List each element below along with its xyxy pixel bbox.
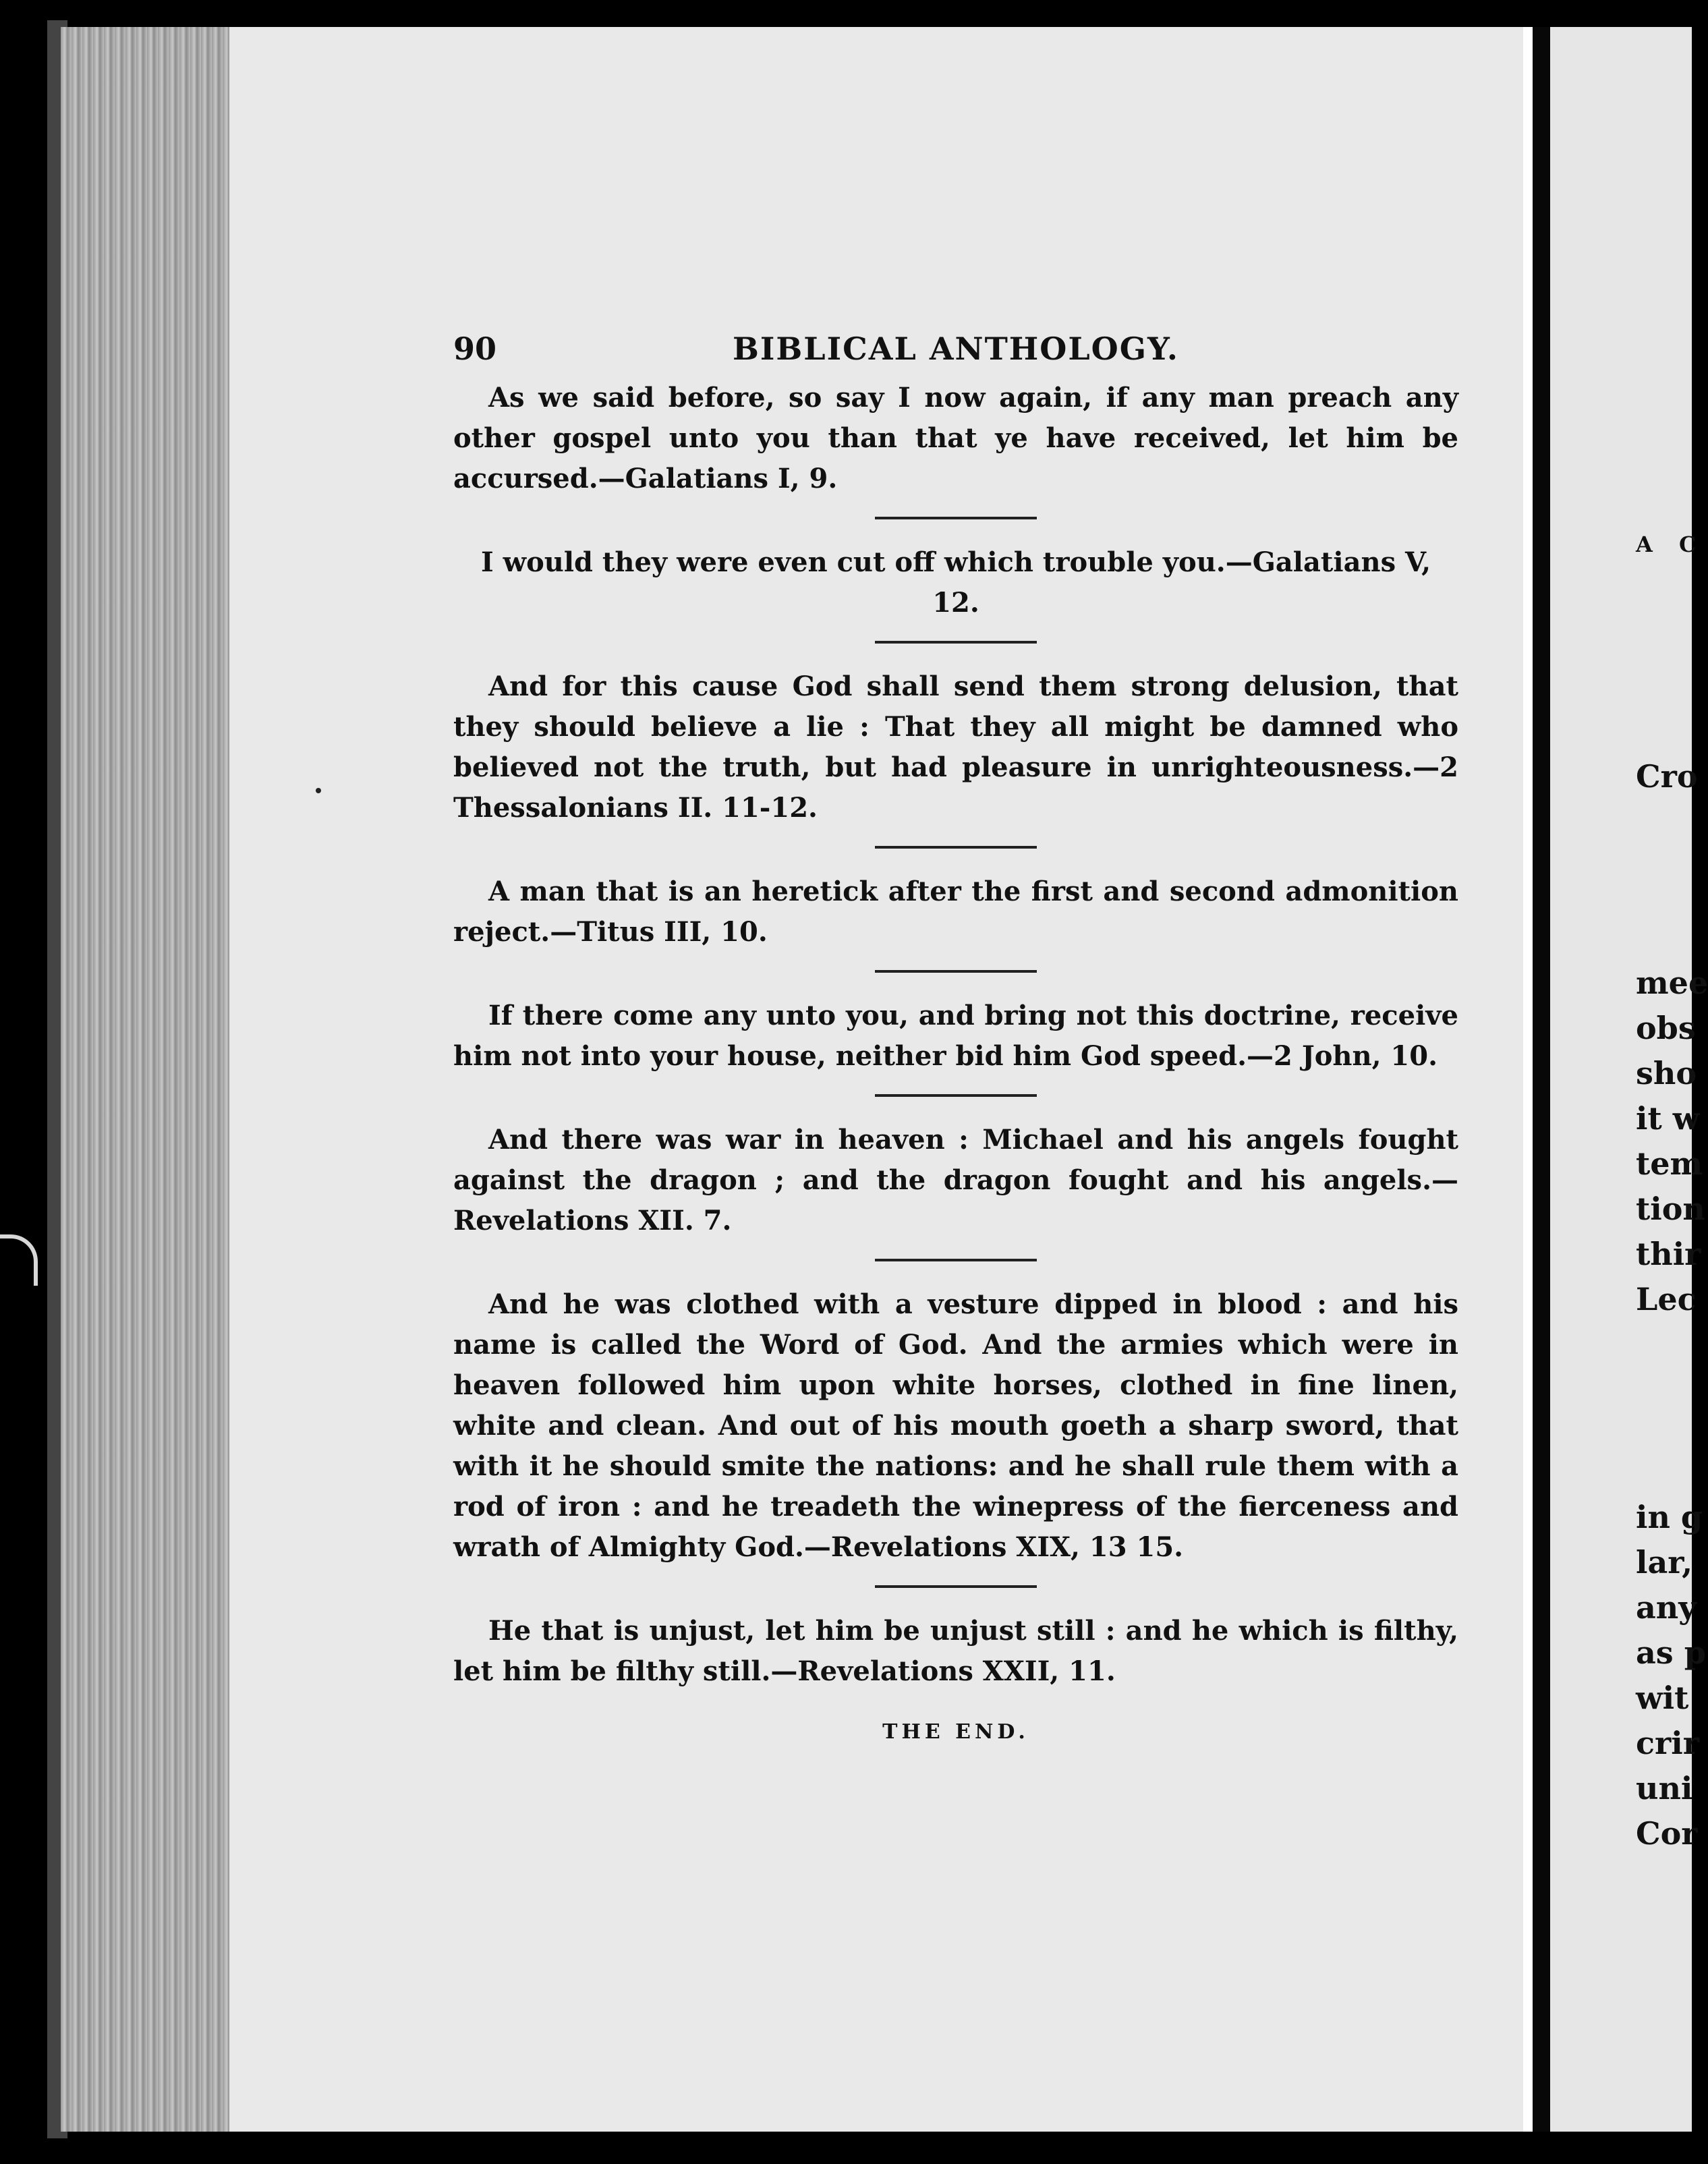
separator-rule xyxy=(875,1259,1037,1261)
margin-speck xyxy=(316,788,321,793)
the-end: THE END. xyxy=(882,1720,1029,1744)
entry-galatians-5: I would they were even cut off which trouble you.—Galatians V, 12. xyxy=(481,546,1431,619)
facing-line-fragment: tion xyxy=(1636,1191,1705,1227)
separator-rule xyxy=(875,846,1037,849)
facing-heading-fragment: A C xyxy=(1636,532,1706,557)
facing-line-fragment: tem xyxy=(1636,1145,1703,1182)
facing-line-fragment: crir xyxy=(1636,1725,1699,1761)
separator-rule xyxy=(875,970,1037,973)
entry-galatians-1: As we said before, so say I now again, if any man preach any other gospel unto you than that ye have received, let him be accursed.—Galatians I, 9. xyxy=(453,382,1458,494)
facing-line-fragment: as p xyxy=(1636,1634,1706,1671)
page-header xyxy=(453,331,1458,378)
facing-line-fragment: it w xyxy=(1636,1100,1700,1137)
facing-line-fragment: thir xyxy=(1636,1236,1701,1272)
separator-rule xyxy=(875,1094,1037,1097)
facing-line-fragment: in g xyxy=(1636,1499,1703,1535)
gutter-highlight xyxy=(1523,27,1533,2132)
separator-rule xyxy=(875,641,1037,644)
facing-line-fragment: wit xyxy=(1636,1680,1689,1716)
margin-mark xyxy=(0,1234,38,1286)
facing-line-fragment: Lec xyxy=(1636,1281,1697,1317)
facing-line-fragment: mee xyxy=(1636,965,1708,1001)
entry-john: If there come any unto you, and bring not this doctrine, receive him not into your house, neither bid him God speed.—2 John, 10. xyxy=(453,1000,1458,1072)
separator-rule xyxy=(875,1585,1037,1588)
text-column xyxy=(453,331,1458,1744)
facing-line-fragment: Cor xyxy=(1636,1815,1698,1852)
entry-revelations-22: He that is unjust, let him be unjust still : and he which is filthy, let him be filthy still.—Revelations XXII, 11. xyxy=(453,1615,1458,1687)
facing-line-fragment: uni xyxy=(1636,1770,1693,1806)
facing-line-fragment: lar, xyxy=(1636,1544,1693,1581)
page-edges xyxy=(61,27,233,2132)
separator-rule xyxy=(875,517,1037,519)
entry-thessalonians: And for this cause God shall send them strong delusion, that they should believe a lie : That they all might be damned who believed not the truth, but had pleasure in unrighteousness.—2 Thessalonians II. 11-12. xyxy=(453,671,1458,824)
entry-revelations-12: And there was war in heaven : Michael and his angels fought against the dragon ; and the dragon fought and his angels.—Revelations XII. 7. xyxy=(453,1124,1458,1236)
page-number: 90 xyxy=(453,331,497,367)
entry-titus: A man that is an heretick after the first and second admonition reject.—Titus III, 10. xyxy=(453,876,1458,948)
facing-line-fragment: obs xyxy=(1636,1010,1696,1046)
running-head: BIBLICAL ANTHOLOGY. xyxy=(733,331,1179,367)
facing-line-fragment: any xyxy=(1636,1589,1697,1626)
facing-subheading-fragment: Cro xyxy=(1636,758,1698,795)
gutter xyxy=(1533,27,1552,2132)
entry-revelations-19: And he was clothed with a vesture dipped in blood : and his name is called the Word of God. And the armies which were in heaven followed him upon white horses, clothed in fine linen, white and clean. And out of his mouth goeth a sharp sword, that with it he should smite the nations: and he shall rule them with a rod of iron : and he treadeth the winepress of the fierceness and wrath of Almighty God.—Revelations XIX, 13 15. xyxy=(453,1288,1458,1563)
facing-line-fragment: sho xyxy=(1636,1055,1697,1091)
